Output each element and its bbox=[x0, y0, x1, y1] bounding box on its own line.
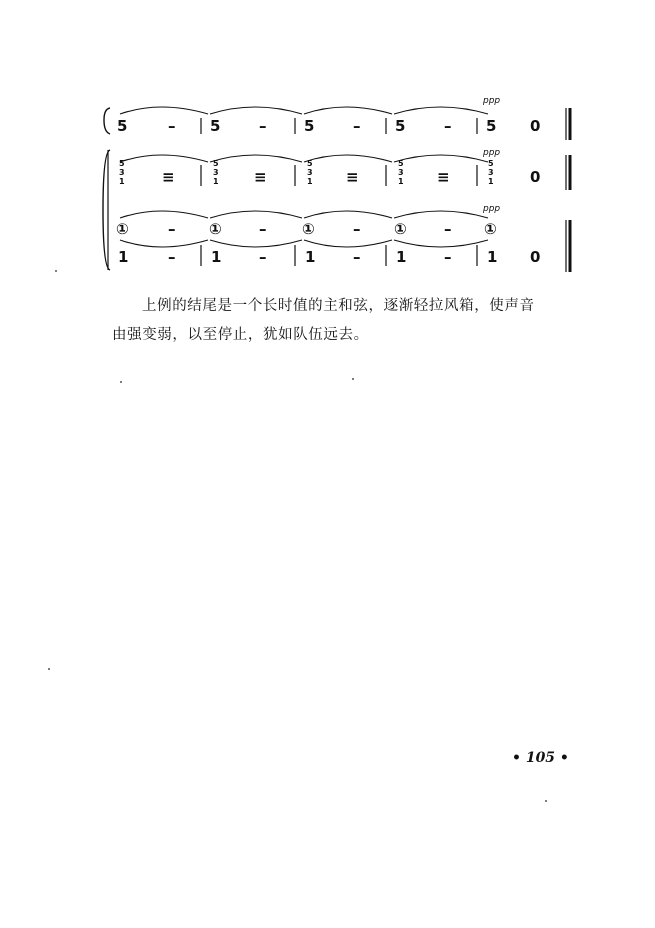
svg-text:1: 1 bbox=[307, 177, 313, 186]
note: ① bbox=[302, 220, 315, 238]
svg-text:3: 3 bbox=[307, 168, 313, 177]
dynamic-mark: ppp bbox=[483, 148, 501, 158]
bass-upper-row bbox=[116, 220, 497, 238]
scan-speck bbox=[48, 668, 50, 670]
svg-text:1: 1 bbox=[213, 177, 219, 186]
svg-text:5: 5 bbox=[488, 159, 494, 168]
note: – bbox=[259, 117, 267, 135]
music-score bbox=[0, 0, 655, 290]
svg-text:3: 3 bbox=[119, 168, 125, 177]
note: – bbox=[259, 220, 267, 238]
note: 5 bbox=[304, 117, 315, 135]
note: 5 bbox=[395, 117, 406, 135]
note: 1 bbox=[211, 248, 222, 266]
svg-text:5: 5 bbox=[213, 159, 219, 168]
svg-text:5: 5 bbox=[119, 159, 125, 168]
system-bracket-bottom bbox=[103, 150, 110, 270]
scan-speck bbox=[120, 381, 122, 383]
svg-text:1: 1 bbox=[488, 177, 494, 186]
rest: 0 bbox=[530, 168, 541, 186]
note: – bbox=[444, 117, 452, 135]
chord-stack bbox=[307, 159, 313, 186]
chord-stack bbox=[488, 159, 494, 186]
note: – bbox=[353, 220, 361, 238]
note: – bbox=[444, 220, 452, 238]
note: – bbox=[353, 248, 361, 266]
note: ① bbox=[116, 220, 129, 238]
hold-mark: ≡ bbox=[162, 168, 175, 186]
note: 5 bbox=[486, 117, 497, 135]
note: – bbox=[168, 220, 176, 238]
note: 0 bbox=[530, 248, 541, 266]
svg-text:1: 1 bbox=[119, 177, 125, 186]
scan-speck bbox=[55, 270, 57, 272]
svg-text:3: 3 bbox=[488, 168, 494, 177]
chord-stack bbox=[213, 159, 219, 186]
hold-mark: ≡ bbox=[437, 168, 450, 186]
note: 1 bbox=[396, 248, 407, 266]
paragraph-line: 上例的结尾是一个长时值的主和弦，逐渐轻拉风箱，使声音 bbox=[142, 298, 535, 314]
paragraph bbox=[112, 292, 582, 350]
note: 5 bbox=[210, 117, 221, 135]
note: ① bbox=[209, 220, 222, 238]
svg-text:3: 3 bbox=[213, 168, 219, 177]
svg-text:1: 1 bbox=[398, 177, 404, 186]
dynamic-mark: ppp bbox=[483, 96, 501, 106]
svg-text:3: 3 bbox=[398, 168, 404, 177]
note: 1 bbox=[305, 248, 316, 266]
note: 5 bbox=[117, 117, 128, 135]
note: – bbox=[444, 248, 452, 266]
note: – bbox=[168, 248, 176, 266]
final-barlines bbox=[566, 108, 570, 272]
note: 0 bbox=[530, 117, 541, 135]
hold-mark: ≡ bbox=[254, 168, 267, 186]
note: 1 bbox=[487, 248, 498, 266]
scan-speck bbox=[545, 800, 547, 802]
svg-text:5: 5 bbox=[307, 159, 313, 168]
hold-mark: ≡ bbox=[346, 168, 359, 186]
note: ① bbox=[484, 220, 497, 238]
note: – bbox=[259, 248, 267, 266]
scan-speck bbox=[352, 378, 354, 380]
chord-stack bbox=[398, 159, 404, 186]
note: – bbox=[168, 117, 176, 135]
note: 1 bbox=[118, 248, 129, 266]
page-number: • 105 • bbox=[512, 750, 569, 766]
chord-stack bbox=[119, 159, 125, 186]
paragraph-line: 由强变弱，以至停止，犹如队伍远去。 bbox=[112, 327, 369, 343]
note: ① bbox=[394, 220, 407, 238]
note: – bbox=[353, 117, 361, 135]
system-bracket-top bbox=[104, 108, 110, 134]
svg-text:5: 5 bbox=[398, 159, 404, 168]
barlines bbox=[201, 118, 477, 266]
dynamic-mark: ppp bbox=[483, 204, 501, 214]
